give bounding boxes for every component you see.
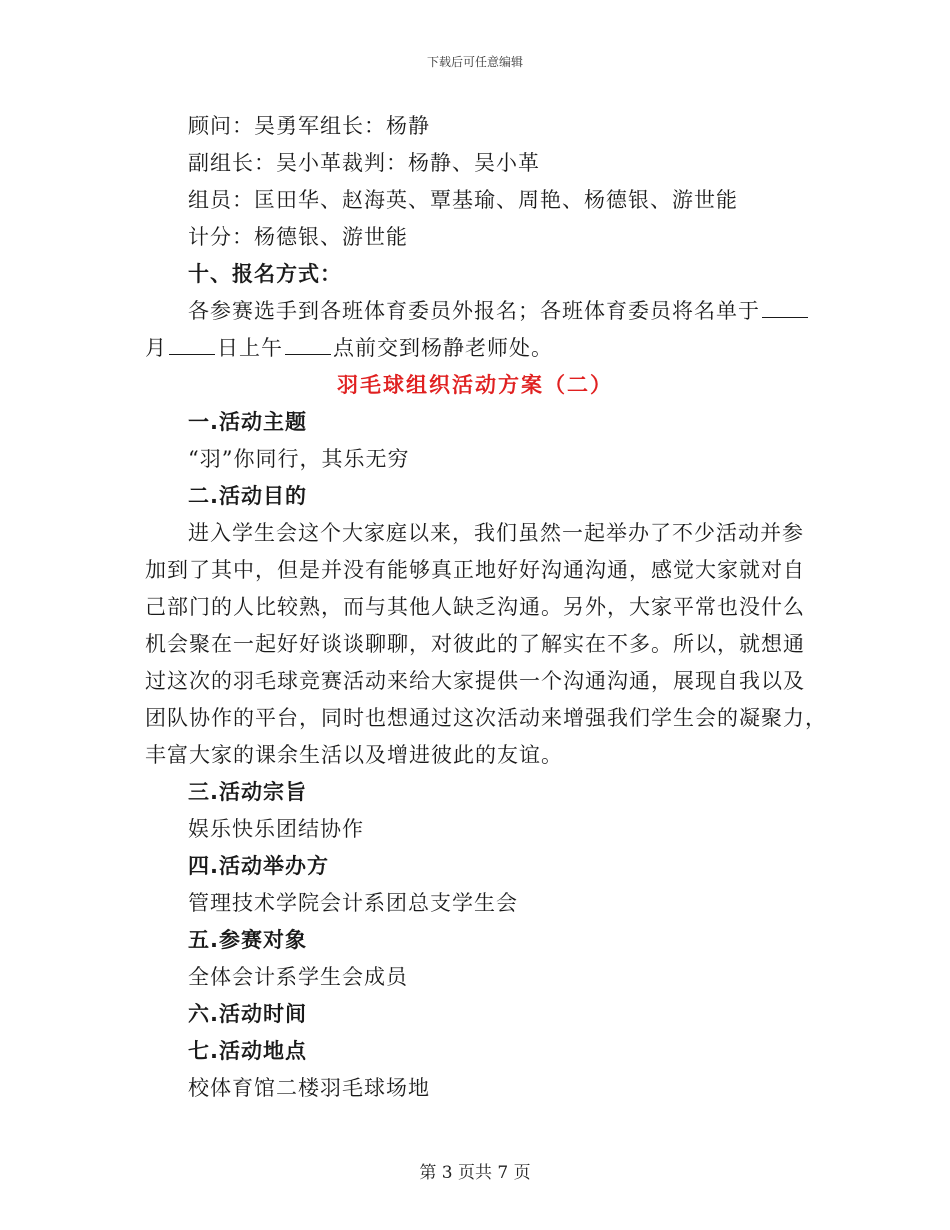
header-note: 下载后可任意编辑 — [426, 55, 523, 69]
section-3-body: 娱乐快乐团结协作 — [188, 817, 364, 841]
document-title: 羽毛球组织活动方案（二） — [337, 373, 613, 397]
section-5-body: 全体会计系学生会成员 — [188, 965, 408, 989]
section-5-heading: 五.参赛对象 — [188, 928, 307, 952]
blank-underline — [762, 293, 808, 318]
registration-text: 各参赛选手到各班体育委员外报名；各班体育委员将名单于 — [188, 299, 760, 323]
members-line: 组员：匡田华、赵海英、覃基瑜、周艳、杨德银、游世能 — [188, 188, 738, 212]
section-4-heading: 四.活动举办方 — [188, 854, 329, 878]
section-7-heading: 七.活动地点 — [188, 1039, 307, 1063]
section-7-body: 校体育馆二楼羽毛球场地 — [188, 1076, 430, 1100]
registration-line-2 — [145, 330, 805, 367]
blank-underline — [169, 330, 215, 355]
section-2-line: 己部门的人比较熟，而与其他人缺乏沟通。另外，大家平常也没什么 — [145, 595, 805, 619]
section-2-line: 进入学生会这个大家庭以来，我们虽然一起举办了不少活动并参 — [188, 521, 804, 545]
section-2-line: 团队协作的平台，同时也想通过这次活动来增强我们学生会的凝聚力， — [145, 706, 827, 730]
time-label: 点前交到杨静老师处。 — [333, 336, 553, 360]
scoring-line: 计分：杨德银、游世能 — [188, 225, 408, 249]
page-footer: 第 3 页共 7 页 — [419, 1163, 531, 1183]
advisor-line: 顾问：吴勇军组长：杨静 — [188, 114, 430, 138]
section-2-line: 丰富大家的课余生活以及增进彼此的友谊。 — [145, 743, 563, 767]
section-3-heading: 三.活动宗旨 — [188, 780, 307, 804]
registration-line-1 — [145, 293, 805, 330]
blank-underline — [285, 330, 331, 355]
section-2-line: 过这次的羽毛球竞赛活动来给大家提供一个沟通沟通，展现自我以及 — [145, 669, 805, 693]
section-2-line: 加到了其中，但是并没有能够真正地好好沟通沟通，感觉大家就对自 — [145, 558, 805, 582]
section-1-body: “羽”你同行，其乐无穷 — [188, 447, 410, 471]
registration-heading: 十、报名方式： — [188, 262, 342, 286]
month-label: 月 — [145, 336, 167, 360]
section-4-body: 管理技术学院会计系团总支学生会 — [188, 891, 518, 915]
section-6-heading: 六.活动时间 — [188, 1002, 307, 1026]
document-body — [145, 108, 827, 1107]
deputy-line: 副组长：吴小革裁判：杨静、吴小革 — [188, 151, 540, 175]
section-2-line: 机会聚在一起好好谈谈聊聊，对彼此的了解实在不多。所以，就想通 — [145, 632, 805, 656]
section-2-heading: 二.活动目的 — [188, 484, 307, 508]
section-1-heading: 一.活动主题 — [188, 410, 307, 434]
day-label: 日上午 — [217, 336, 283, 360]
